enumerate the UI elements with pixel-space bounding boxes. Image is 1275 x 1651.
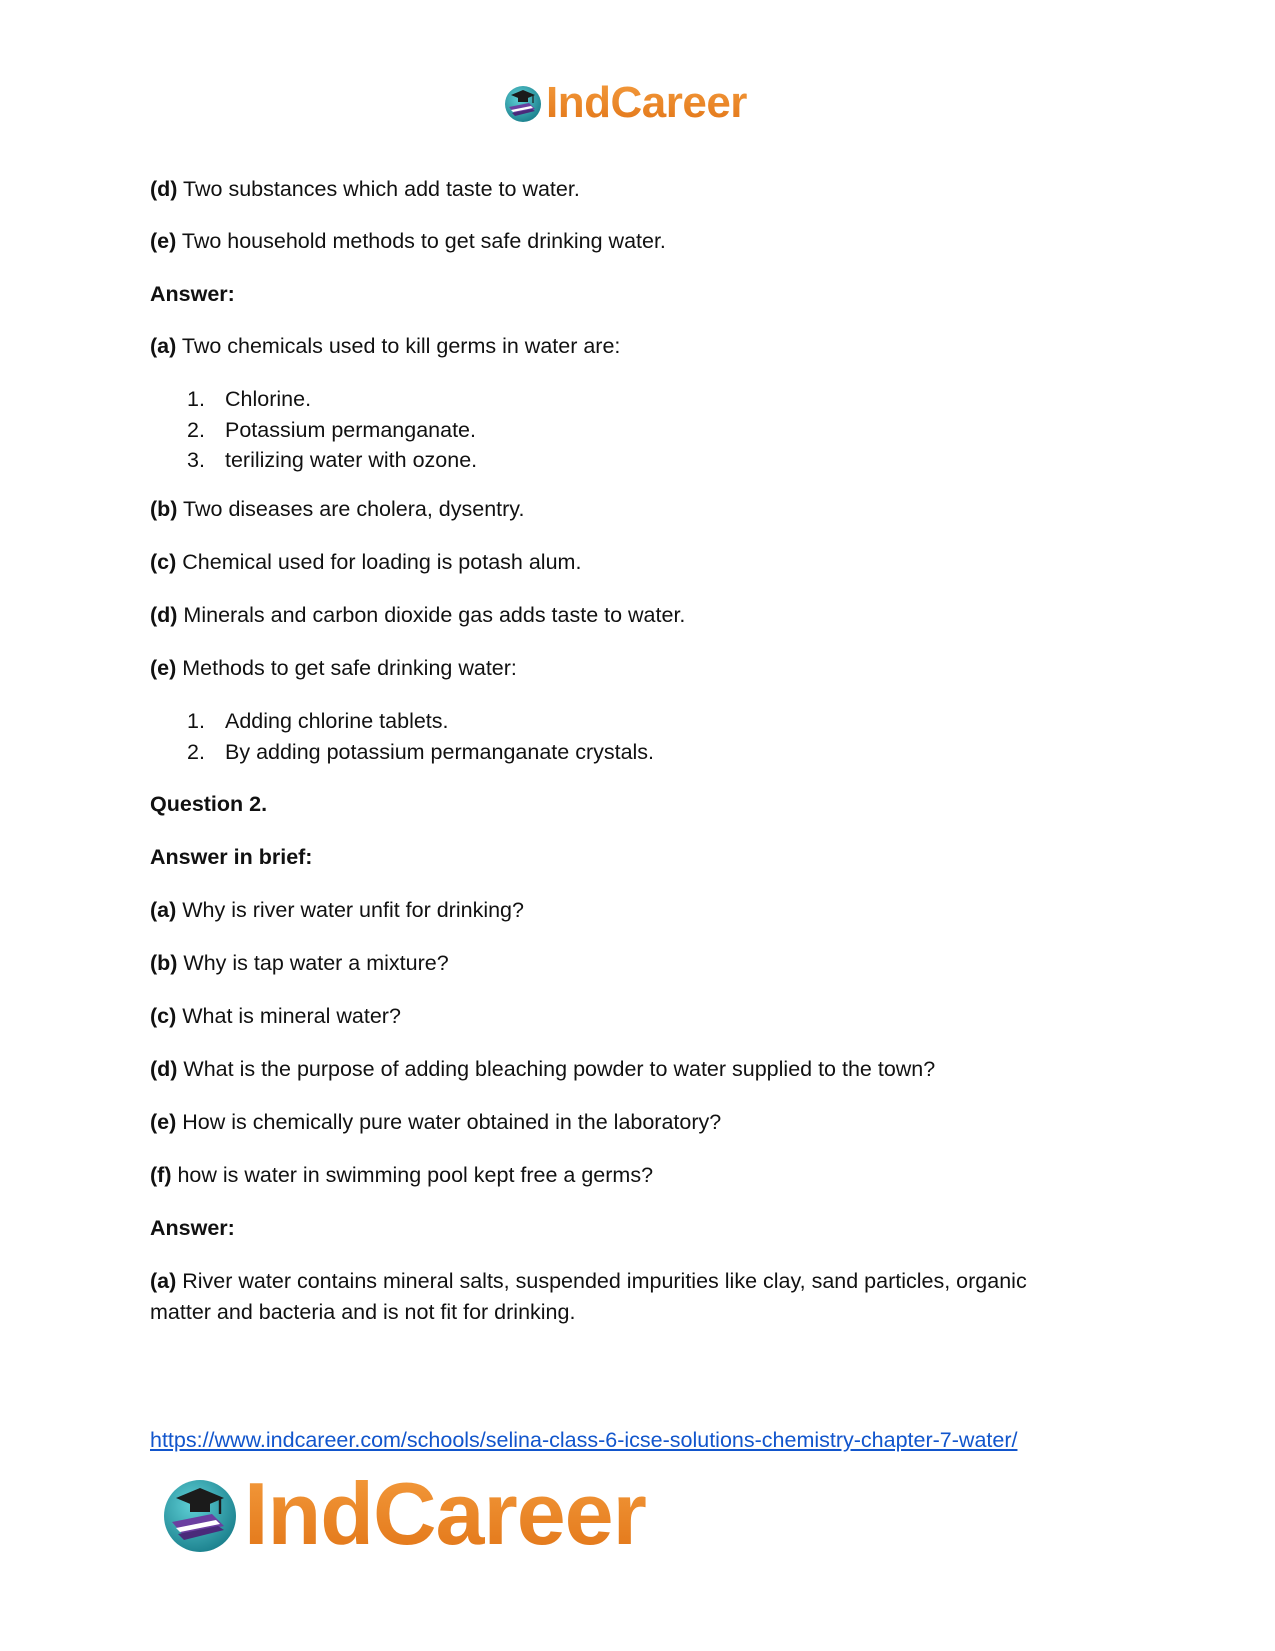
answer-item-b <box>150 494 1110 525</box>
list-text: By adding potassium permanganate crystals. <box>225 739 655 764</box>
item-label: (a) <box>150 898 177 922</box>
answer-item-e <box>150 653 1110 684</box>
item-label: (b) <box>150 951 178 975</box>
list-text: Adding chlorine tablets. <box>225 709 449 733</box>
question-item-b <box>150 948 1110 979</box>
item-text: What is mineral water? <box>176 1004 401 1028</box>
question-item-a <box>150 895 1110 926</box>
item-label: (d) <box>150 603 178 627</box>
item-text: Two chemicals used to kill germs in water are: <box>176 334 621 358</box>
footer-logo[interactable] <box>160 1464 646 1563</box>
list-item <box>187 737 654 768</box>
item-text: Minerals and carbon dioxide gas adds taste to water. <box>177 603 686 627</box>
list-text: Chlorine. <box>225 387 312 411</box>
list-number: 1. <box>187 709 205 733</box>
item-label: (d) <box>150 177 178 201</box>
question-heading-text: Question 2. <box>150 792 268 816</box>
list-number: 2. <box>187 739 205 764</box>
question-item-d <box>150 1054 1110 1085</box>
item-label: (e) <box>150 1110 177 1134</box>
item-label: (d) <box>150 1057 178 1081</box>
brand-name: IndCareer <box>546 78 747 127</box>
answer-heading <box>150 1213 1110 1244</box>
item-label: (c) <box>150 550 177 574</box>
question-item-d <box>150 174 1110 205</box>
graduation-book-globe-icon <box>503 83 543 123</box>
list-item <box>187 706 654 737</box>
answer-item-c <box>150 547 1110 578</box>
source-link[interactable]: https://www.indcareer.com/schools/selina-class-6-icse-solutions-chemistry-chapter-7-water/ <box>150 1428 1018 1452</box>
numbered-list <box>187 706 654 767</box>
question-item-e <box>150 226 1110 257</box>
answer-heading-text: Answer: <box>150 1216 235 1240</box>
list-text: terilizing water with ozone. <box>225 448 478 472</box>
graduation-book-globe-icon <box>160 1474 240 1554</box>
item-label: (a) <box>150 334 177 358</box>
list-item <box>187 445 477 476</box>
question-subheading <box>150 842 1110 873</box>
item-text: Why is tap water a mixture? <box>177 951 449 975</box>
answer-item-d <box>150 600 1110 631</box>
list-text: Potassium permanganate. <box>225 417 476 442</box>
item-text: Methods to get safe drinking water: <box>176 656 517 680</box>
list-number: 1. <box>187 387 205 411</box>
item-text: Two substances which add taste to water. <box>177 177 580 201</box>
question-item-e <box>150 1107 1110 1138</box>
item-label: (a) <box>150 1269 177 1293</box>
list-item <box>187 384 477 415</box>
numbered-list <box>187 384 477 476</box>
question-subheading-text: Answer in brief: <box>150 845 313 869</box>
item-text: Two household methods to get safe drinking water. <box>176 229 666 253</box>
answer-item-a <box>150 331 1110 362</box>
item-label: (b) <box>150 497 178 521</box>
item-text: Chemical used for loading is potash alum. <box>176 550 582 574</box>
item-label: (f) <box>150 1163 172 1187</box>
answer-heading <box>150 279 1110 310</box>
question-item-f <box>150 1160 1110 1191</box>
item-text: how is water in swimming pool kept free a germs? <box>171 1163 654 1187</box>
answer-item-a <box>150 1266 1090 1328</box>
item-text: River water contains mineral salts, suspended impurities like clay, sand particles, organic matter and bacteria and is not fit for drinking. <box>150 1269 1027 1324</box>
item-text: How is chemically pure water obtained in the laboratory? <box>176 1110 722 1134</box>
item-text: Two diseases are cholera, dysentry. <box>177 497 525 521</box>
item-label: (e) <box>150 656 177 680</box>
list-number: 2. <box>187 417 205 442</box>
item-label: (c) <box>150 1004 177 1028</box>
item-text: Why is river water unfit for drinking? <box>176 898 524 922</box>
question-item-c <box>150 1001 1110 1032</box>
list-item <box>187 415 477 446</box>
list-number: 3. <box>187 448 205 472</box>
brand-name: IndCareer <box>244 1464 646 1563</box>
item-text: What is the purpose of adding bleaching powder to water supplied to the town? <box>177 1057 936 1081</box>
answer-heading-text: Answer: <box>150 282 235 306</box>
question-heading <box>150 789 1110 820</box>
item-label: (e) <box>150 229 177 253</box>
header-logo[interactable] <box>503 80 747 126</box>
